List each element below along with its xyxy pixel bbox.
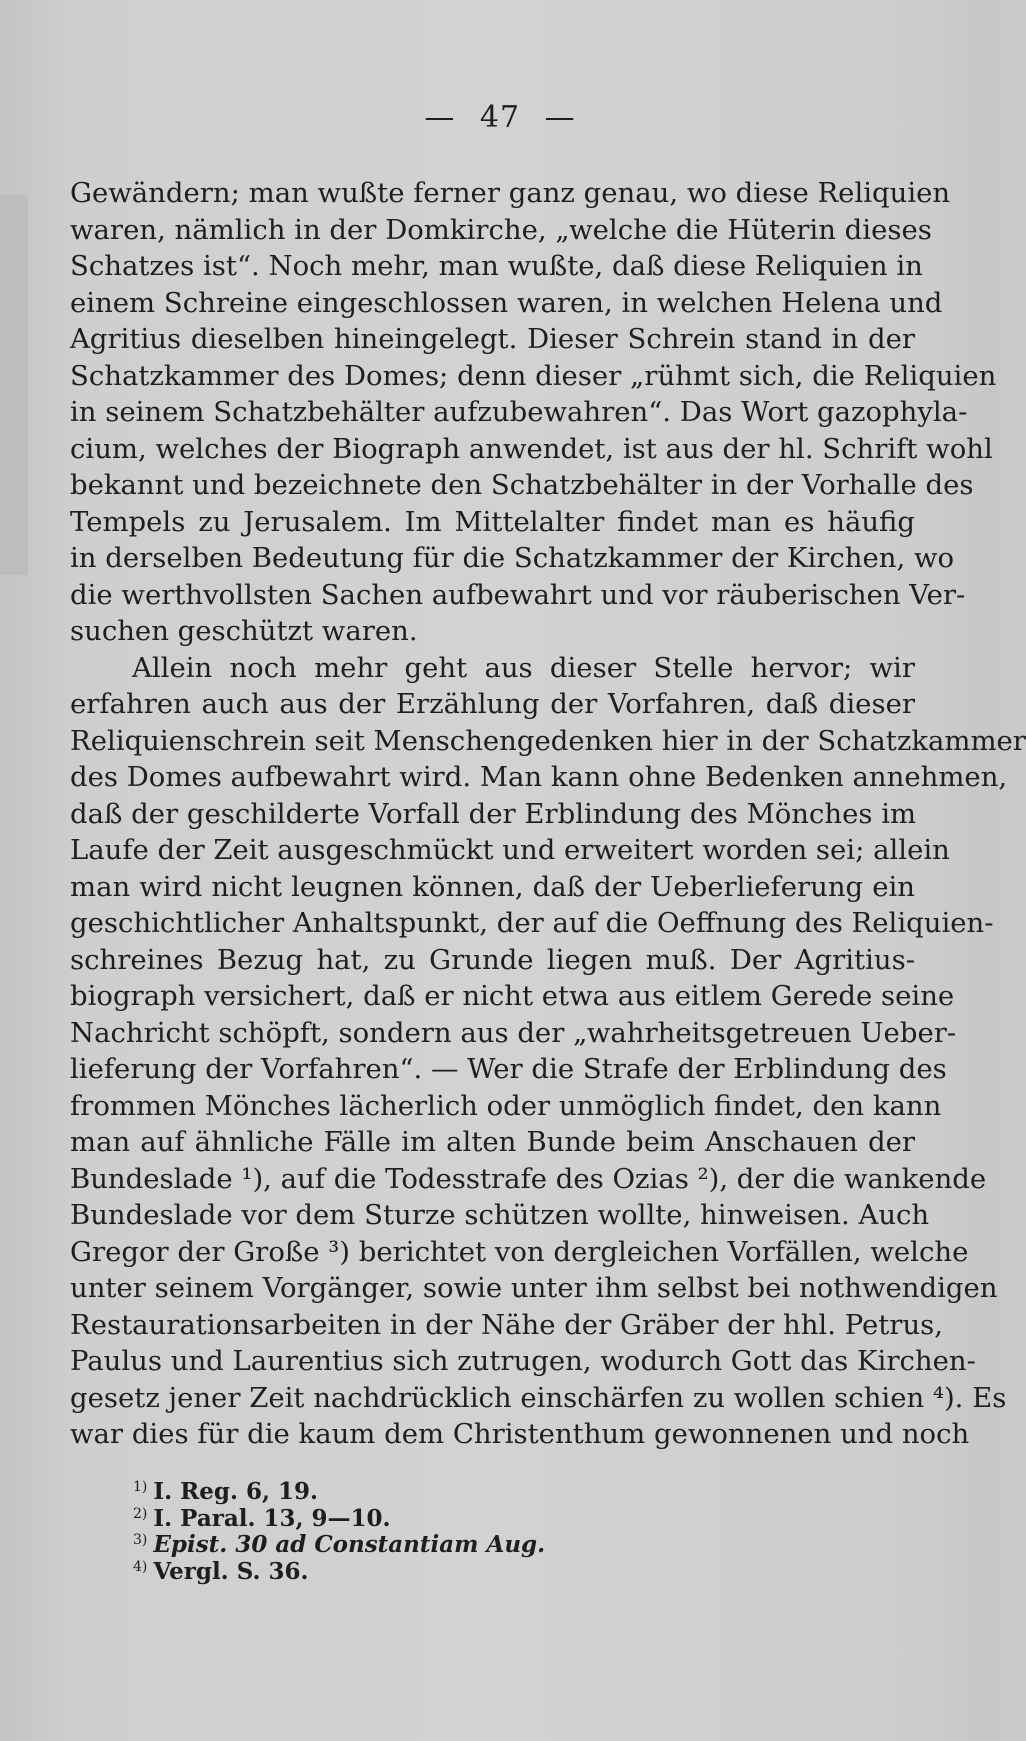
footnote-marker: 1) <box>133 1479 148 1495</box>
header-dash-right: — <box>544 100 576 135</box>
text-line: waren, nämlich in der Domkirche, „welche die Hüterin dieses <box>70 213 932 246</box>
text-line: schreines Bezug hat, zu Grunde liegen muß. Der Agritius- <box>70 943 915 976</box>
text-line: Schatzkammer des Domes; denn dieser „rühmt sich, die Reliquien <box>70 359 997 392</box>
text-line: Allein noch mehr geht aus dieser Stelle hervor; wir <box>132 651 915 684</box>
text-line: lieferung der Vorfahren“. — Wer die Strafe der Erblindung des <box>70 1053 947 1085</box>
footnote <box>133 1527 733 1558</box>
text-line: man wird nicht leugnen können, daß der Ueberlieferung ein <box>70 870 915 903</box>
footnote-text: I. Paral. 13, 9—10. <box>153 1504 391 1532</box>
page-number: 47 <box>479 100 521 135</box>
text-line: suchen geschützt waren. <box>70 615 418 647</box>
text-line: Gregor der Große ³) berichtet von dergleichen Vorfällen, welche <box>70 1235 969 1268</box>
text-line: in seinem Schatzbehälter aufzubewahren“. Das Wort gazophyla- <box>70 396 968 428</box>
text-line: cium, welches der Biograph anwendet, ist aus der hl. Schrift wohl <box>70 432 993 465</box>
page-edge-shadow <box>0 195 28 575</box>
text-line: Paulus und Laurentius sich zutrugen, wodurch Gott das Kirchen- <box>70 1345 976 1377</box>
footnotes <box>133 1474 733 1585</box>
text-line: unter seinem Vorgänger, sowie unter ihm selbst bei nothwendigen <box>70 1272 998 1304</box>
text-line: geschichtlicher Anhaltspunkt, der auf die Oeffnung des Reliquien- <box>70 907 994 939</box>
text-line: daß der geschilderte Vorfall der Erblindung des Mönches im <box>70 797 917 830</box>
text-line: die werthvollsten Sachen aufbewahrt und vor räuberischen Ver- <box>70 578 966 611</box>
footnote-marker: 2) <box>133 1505 148 1522</box>
footnote-text: Epist. 30 ad Constantiam Aug. <box>153 1531 546 1558</box>
text-line: in derselben Bedeutung für die Schatzkammer der Kirchen, wo <box>70 542 955 574</box>
text-line: Agritius dieselben hineingelegt. Dieser Schrein stand in der <box>70 323 915 355</box>
text-line: biograph versichert, daß er nicht etwa aus eitlem Gerede seine <box>70 980 955 1012</box>
footnote-marker: 4) <box>133 1558 148 1575</box>
footnote <box>133 1501 733 1532</box>
text-line: Bundeslade vor dem Sturze schützen wollte, hinweisen. Auch <box>70 1199 930 1231</box>
text-line: erfahren auch aus der Erzählung der Vorfahren, daß dieser <box>70 688 915 720</box>
footnote <box>133 1474 733 1505</box>
text-line: Laufe der Zeit ausgeschmückt und erweitert worden sei; allein <box>70 834 950 866</box>
text-line: man auf ähnliche Fälle im alten Bunde beim Anschauen der <box>70 1126 915 1158</box>
page-header <box>0 100 1000 135</box>
header-dash-left: — <box>424 100 456 135</box>
footnote-text: Vergl. S. 36. <box>153 1557 309 1585</box>
text-line: Restaurationsarbeiten in der Nähe der Gräber der hhl. Petrus, <box>70 1308 944 1341</box>
text-line: gesetz jener Zeit nachdrücklich einschärfen zu wollen schien ⁴). Es <box>70 1381 1007 1414</box>
text-line: des Domes aufbewahrt wird. Man kann ohne Bedenken annehmen, <box>70 761 1008 793</box>
text-line: bekannt und bezeichnete den Schatzbehälter in der Vorhalle des <box>70 469 974 501</box>
text-line: Schatzes ist“. Noch mehr, man wußte, daß diese Reliquien in <box>70 250 923 282</box>
text-line: Bundeslade ¹), auf die Todesstrafe des Ozias ²), der die wankende <box>70 1162 987 1195</box>
text-line: einem Schreine eingeschlossen waren, in welchen Helena und <box>70 286 943 319</box>
text-line: Nachricht schöpft, sondern aus der „wahrheitsgetreuen Ueber- <box>70 1016 957 1049</box>
text-line: Tempels zu Jerusalem. Im Mittelalter findet man es häufig <box>70 505 915 538</box>
text-line: war dies für die kaum dem Christenthum gewonnenen und noch <box>70 1418 970 1450</box>
footnote-text: I. Reg. 6, 19. <box>153 1478 319 1505</box>
text-line: Gewändern; man wußte ferner ganz genau, wo diese Reliquien <box>70 177 951 209</box>
body-text <box>70 175 1026 1453</box>
text-line: Reliquienschrein seit Menschengedenken hier in der Schatzkammer <box>70 724 1026 757</box>
text-line: frommen Mönches lächerlich oder unmöglich findet, den kann <box>70 1089 942 1122</box>
footnote-marker: 3) <box>133 1532 148 1548</box>
